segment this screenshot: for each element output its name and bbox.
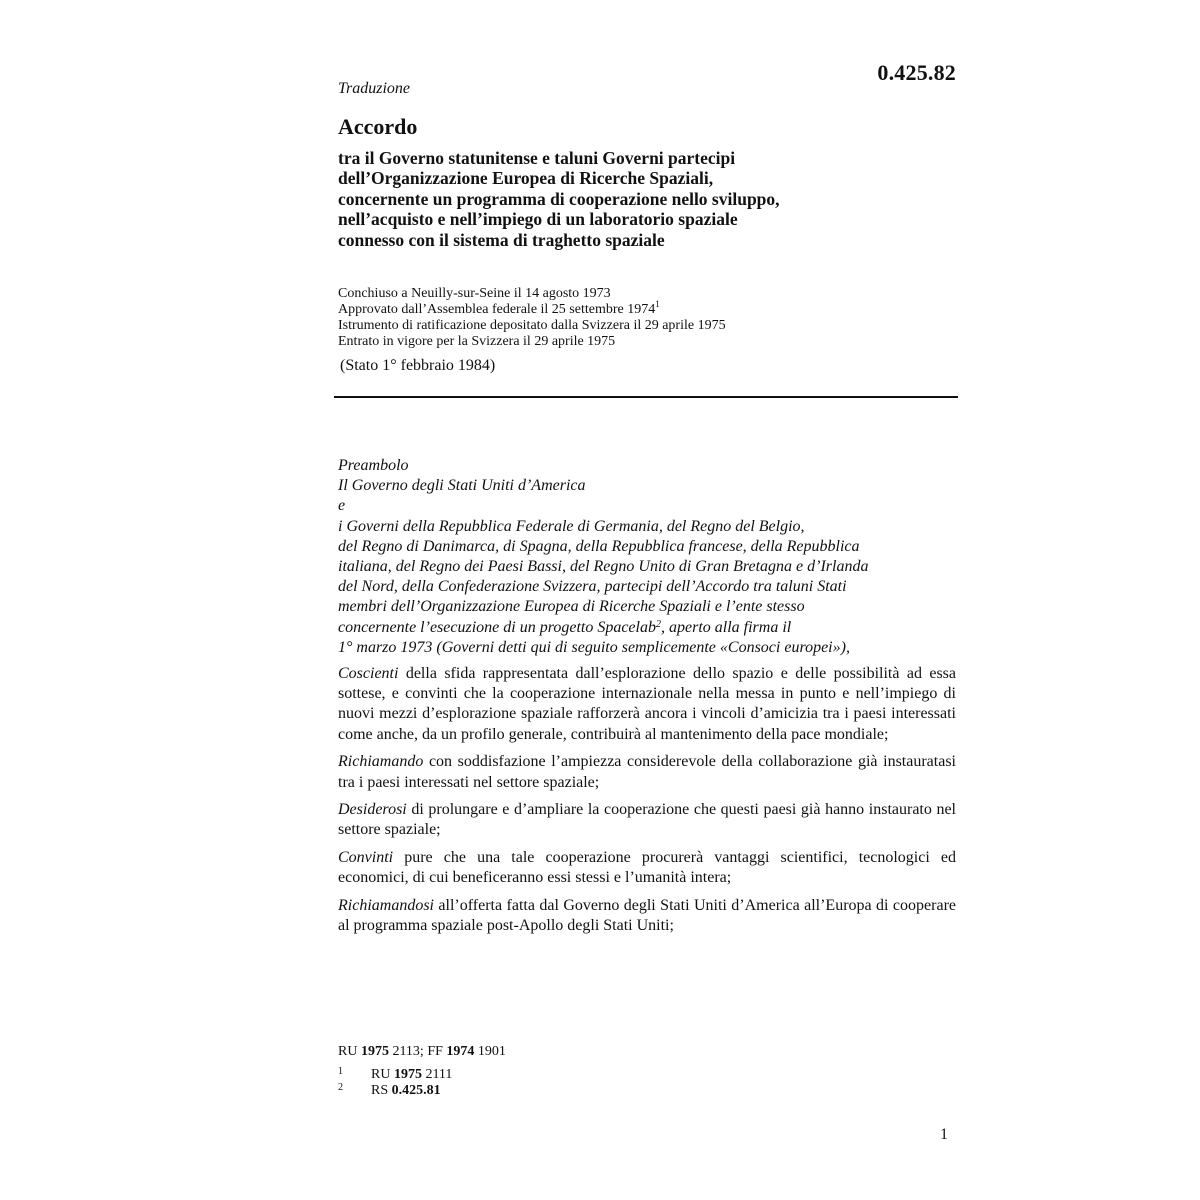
footnote-ref[interactable]: 1 xyxy=(655,299,660,309)
preamble-line: membri dell’Organizzazione Europea di Ricerche Spaziali e l’ente stesso xyxy=(338,598,805,616)
subtitle-line: connesso con il sistema di traghetto spaziale xyxy=(338,229,665,250)
preamble-line: del Regno di Danimarca, di Spagna, della Repubblica francese, della Repubblica xyxy=(338,537,860,555)
sr-number: 0.425.82 xyxy=(877,60,956,85)
subtitle-line: concernente un programma di cooperazione nello sviluppo, xyxy=(338,188,780,209)
recital-paragraph: Desiderosi di prolungare e d’ampliare la cooperazione che questi paesi già hanno instaurato nel settore spaziale; xyxy=(338,801,956,839)
preamble-line: concernente l’esecuzione di un progetto Spacelab$^2$, aperto alla firma il xyxy=(338,618,792,636)
approved-date: Approvato dall’Assemblea federale il 25 settembre 1974$^1$ xyxy=(338,299,660,317)
in-force-date: Entrato in vigore per la Svizzera il 29 aprile 1975 xyxy=(338,334,616,349)
recital-paragraph: Coscienti della sfida rappresentata dall’esplorazione dello spazio e delle possibilità ad essa sottese, e convinti che la cooperazione internazionale nella messa in punto e nell’impiego di nuovi mezzi d’esplorazione spaziale rafforzerà ancora i vincoli d’amicizia tra i paesi interessati come anche, da un profilo generale, contribuirà al mantenimento della pace mondiale; xyxy=(338,665,956,743)
subtitle-line: dell’Organizzazione Europea di Ricerche Spaziali, xyxy=(338,168,714,189)
subtitle-line: nell’acquisto e nell’impiego di un laboratorio spaziale xyxy=(338,209,738,230)
preamble-line: del Nord, della Confederazione Svizzera, partecipi dell’Accordo tra taluni Stati xyxy=(338,578,847,596)
ratification-date: Istrumento di ratificazione depositato dalla Svizzera il 29 aprile 1975 xyxy=(338,318,726,333)
concluded-date: Conchiuso a Neuilly-sur-Seine il 14 agosto 1973 xyxy=(338,286,611,301)
recital-paragraph: Convinti pure che una tale cooperazione procurerà vantaggi scientifici, tecnologici ed economici, di cui beneficeranno essi stessi e l’umanità intera; xyxy=(338,849,956,887)
footnote-number: 1 xyxy=(338,1066,343,1077)
preamble-line: i Governi della Repubblica Federale di Germania, del Regno del Belgio, xyxy=(338,517,805,535)
document-title: Accordo xyxy=(338,114,418,139)
preamble-line: e xyxy=(338,497,346,515)
document-subtitle xyxy=(338,148,938,250)
subtitle-line: tra il Governo statunitense e taluni Governi partecipi xyxy=(338,148,736,168)
translation-label: Traduzione xyxy=(338,80,411,97)
recitals xyxy=(338,664,956,944)
preamble-heading: Preambolo xyxy=(338,457,409,474)
footnote: 1 RU 1975 2111 xyxy=(338,1066,453,1082)
preamble-line: Il Governo degli Stati Uniti d’America xyxy=(338,477,586,495)
recital-paragraph: Richiamando con soddisfazione l’ampiezza considerevole della collaborazione già instauratasi tra i paesi interessati nel settore spaziale; xyxy=(338,753,956,791)
status-date: (Stato 1° febbraio 1984) xyxy=(340,357,496,374)
footnote-number: 2 xyxy=(338,1082,343,1093)
header-divider xyxy=(334,396,958,398)
footnote: 2 RS 0.425.81 xyxy=(338,1082,441,1098)
preamble-line: 1° marzo 1973 (Governi detti qui di seguito semplicemente «Consoci europei»), xyxy=(338,638,850,656)
recital-paragraph: Richiamandosi all’offerta fatta dal Governo degli Stati Uniti d’America all’Europa di cooperare al programma spaziale post-Apollo degli Stati Uniti; xyxy=(338,897,956,935)
page-number: 1 xyxy=(940,1126,948,1143)
preamble xyxy=(338,456,958,658)
source-reference: RU 1975 2113; FF 1974 1901 xyxy=(338,1044,506,1059)
preamble-line: italiana, del Regno dei Paesi Bassi, del Regno Unito di Gran Bretagna e d’Irlanda xyxy=(338,558,869,576)
footnote-ref[interactable]: 2 xyxy=(655,618,661,630)
document-metadata xyxy=(338,286,726,350)
